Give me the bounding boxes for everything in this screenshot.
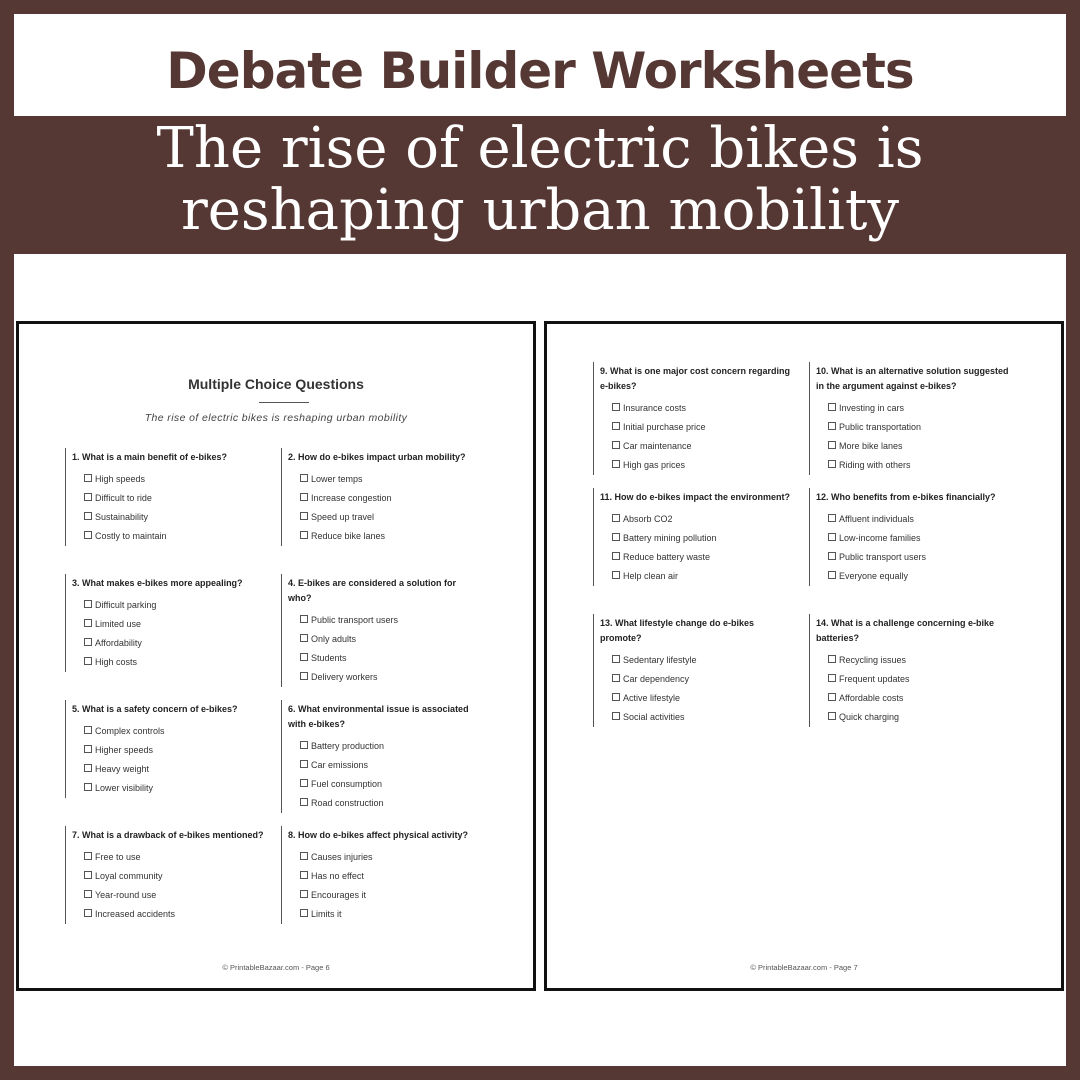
question-block	[65, 700, 265, 798]
option-label: Affluent individuals	[839, 514, 914, 524]
checkbox-icon[interactable]	[612, 655, 620, 663]
checkbox-icon[interactable]	[84, 871, 92, 879]
option-label: Investing in cars	[839, 403, 905, 413]
answer-option[interactable]	[72, 905, 265, 924]
checkbox-icon[interactable]	[84, 512, 92, 520]
page-subtitle: The rise of electric bikes is reshaping urban mobility	[144, 412, 408, 424]
option-list	[816, 651, 1009, 727]
page-footer: © PrintableBazaar.com - Page 7	[750, 963, 858, 972]
option-list	[600, 510, 793, 586]
answer-option[interactable]	[288, 756, 481, 775]
option-label: Sustainability	[95, 512, 149, 522]
answer-option[interactable]	[288, 737, 481, 756]
checkbox-icon[interactable]	[300, 512, 308, 520]
checkbox-icon[interactable]	[828, 533, 836, 541]
checkbox-icon[interactable]	[84, 852, 92, 860]
option-label: Public transport users	[839, 552, 927, 562]
question-text: 7. What is a drawback of e-bikes mentioned?	[72, 830, 264, 840]
option-list	[600, 399, 793, 475]
checkbox-icon[interactable]	[300, 493, 308, 501]
question-text: 10. What is an alternative solution suggested in the argument against e-bikes?	[816, 366, 1009, 391]
answer-option[interactable]	[288, 630, 481, 649]
question-text: 8. How do e-bikes affect physical activity?	[288, 830, 469, 840]
question-text: 2. How do e-bikes impact urban mobility?	[288, 452, 466, 462]
question-block	[809, 488, 1009, 586]
option-list	[72, 722, 265, 798]
answer-option[interactable]	[72, 760, 265, 779]
checkbox-icon[interactable]	[612, 552, 620, 560]
option-list	[288, 470, 481, 546]
answer-option[interactable]	[72, 634, 265, 653]
topic-title	[0, 118, 1080, 242]
question-block	[281, 448, 481, 546]
option-label: Difficult to ride	[95, 493, 152, 503]
question-text: 3. What makes e-bikes more appealing?	[72, 578, 243, 588]
answer-option[interactable]	[600, 708, 793, 727]
option-label: Lower temps	[311, 474, 363, 484]
page-footer: © PrintableBazaar.com - Page 6	[222, 963, 330, 972]
answer-option[interactable]	[600, 548, 793, 567]
checkbox-icon[interactable]	[300, 852, 308, 860]
question-text: 5. What is a safety concern of e-bikes?	[72, 704, 238, 714]
answer-option[interactable]	[288, 611, 481, 630]
answer-option[interactable]	[816, 708, 1009, 727]
option-label: Heavy weight	[95, 764, 150, 774]
option-label: Car maintenance	[623, 441, 692, 451]
answer-option[interactable]	[288, 668, 481, 687]
checkbox-icon[interactable]	[828, 655, 836, 663]
option-list	[72, 470, 265, 546]
option-list	[288, 737, 481, 813]
question-text: 4. E-bikes are considered a solution for who?	[288, 578, 457, 603]
checkbox-icon[interactable]	[84, 638, 92, 646]
answer-option[interactable]	[72, 508, 265, 527]
answer-option[interactable]	[288, 775, 481, 794]
option-label: Public transportation	[839, 422, 922, 432]
checkbox-icon[interactable]	[300, 653, 308, 661]
question-block	[281, 826, 481, 924]
option-label: More bike lanes	[839, 441, 903, 451]
checkbox-icon[interactable]	[828, 514, 836, 522]
option-label: Complex controls	[95, 726, 165, 736]
option-label: Insurance costs	[623, 403, 687, 413]
checkbox-icon[interactable]	[612, 422, 620, 430]
answer-option[interactable]	[72, 653, 265, 672]
option-label: Sedentary lifestyle	[623, 655, 697, 665]
option-label: Encourages it	[311, 890, 367, 900]
option-label: High gas prices	[623, 460, 686, 470]
answer-option[interactable]	[288, 867, 481, 886]
checkbox-icon[interactable]	[84, 783, 92, 791]
checkbox-icon[interactable]	[612, 514, 620, 522]
checkbox-icon[interactable]	[300, 779, 308, 787]
checkbox-icon[interactable]	[84, 909, 92, 917]
question-text: 14. What is a challenge concerning e-bike batteries?	[816, 618, 995, 643]
topic-title-line-1: The rise of electric bikes is	[156, 116, 924, 181]
option-label: Students	[311, 653, 347, 663]
page-heading: Multiple Choice Questions	[188, 376, 364, 392]
answer-option[interactable]	[288, 527, 481, 546]
answer-option[interactable]	[72, 615, 265, 634]
answer-option[interactable]	[816, 548, 1009, 567]
option-list	[72, 848, 265, 924]
worksheet-page-7	[544, 321, 1064, 991]
option-label: Frequent updates	[839, 674, 910, 684]
question-text: 13. What lifestyle change do e-bikes promote?	[600, 618, 755, 643]
checkbox-icon[interactable]	[612, 712, 620, 720]
question-text: 9. What is one major cost concern regarding e-bikes?	[600, 366, 791, 391]
checkbox-icon[interactable]	[828, 552, 836, 560]
option-label: Absorb CO2	[623, 514, 673, 524]
checkbox-icon[interactable]	[828, 403, 836, 411]
question-block	[281, 574, 481, 687]
answer-option[interactable]	[600, 689, 793, 708]
answer-option[interactable]	[600, 651, 793, 670]
question-block	[281, 700, 481, 813]
option-list	[600, 651, 793, 727]
answer-option[interactable]	[288, 905, 481, 924]
checkbox-icon[interactable]	[612, 674, 620, 682]
answer-option[interactable]	[72, 527, 265, 546]
option-label: Difficult parking	[95, 600, 157, 610]
option-label: Recycling issues	[839, 655, 907, 665]
question-text: 1. What is a main benefit of e-bikes?	[72, 452, 228, 462]
question-block	[809, 614, 1009, 727]
answer-option[interactable]	[72, 596, 265, 615]
checkbox-icon[interactable]	[828, 571, 836, 579]
option-label: Active lifestyle	[623, 693, 681, 703]
question-text: 11. How do e-bikes impact the environment?	[600, 492, 791, 502]
option-label: Car emissions	[311, 760, 369, 770]
option-label: Free to use	[95, 852, 141, 862]
option-list	[288, 848, 481, 924]
answer-option[interactable]	[72, 867, 265, 886]
checkbox-icon[interactable]	[300, 634, 308, 642]
answer-option[interactable]	[72, 722, 265, 741]
option-label: High speeds	[95, 474, 146, 484]
answer-option[interactable]	[600, 670, 793, 689]
option-label: Has no effect	[311, 871, 364, 881]
checkbox-icon[interactable]	[84, 493, 92, 501]
answer-option[interactable]	[816, 437, 1009, 456]
checkbox-icon[interactable]	[84, 890, 92, 898]
answer-option[interactable]	[600, 456, 793, 475]
answer-option[interactable]	[72, 886, 265, 905]
checkbox-icon[interactable]	[84, 600, 92, 608]
option-label: Road construction	[311, 798, 384, 808]
heading-divider	[259, 402, 309, 403]
answer-option[interactable]	[600, 567, 793, 586]
checkbox-icon[interactable]	[300, 531, 308, 539]
answer-option[interactable]	[816, 529, 1009, 548]
option-label: Public transport users	[311, 615, 399, 625]
answer-option[interactable]	[816, 456, 1009, 475]
brand-title: Debate Builder Worksheets	[166, 42, 914, 100]
option-label: Only adults	[311, 634, 357, 644]
checkbox-icon[interactable]	[828, 422, 836, 430]
checkbox-icon[interactable]	[300, 798, 308, 806]
option-label: Delivery workers	[311, 672, 378, 682]
answer-option[interactable]	[72, 741, 265, 760]
checkbox-icon[interactable]	[612, 571, 620, 579]
answer-option[interactable]	[600, 399, 793, 418]
option-list	[72, 596, 265, 672]
answer-option[interactable]	[816, 399, 1009, 418]
checkbox-icon[interactable]	[828, 674, 836, 682]
answer-option[interactable]	[816, 418, 1009, 437]
checkbox-icon[interactable]	[84, 619, 92, 627]
question-block	[593, 614, 793, 727]
option-label: Battery mining pollution	[623, 533, 717, 543]
checkbox-icon[interactable]	[300, 474, 308, 482]
option-label: Affordability	[95, 638, 142, 648]
question-block	[593, 488, 793, 586]
answer-option[interactable]	[600, 418, 793, 437]
checkbox-icon[interactable]	[300, 890, 308, 898]
checkbox-icon[interactable]	[828, 460, 836, 468]
option-label: Higher speeds	[95, 745, 154, 755]
option-label: Car dependency	[623, 674, 690, 684]
checkbox-icon[interactable]	[84, 745, 92, 753]
question-block	[65, 574, 265, 672]
answer-option[interactable]	[288, 649, 481, 668]
option-label: Causes injuries	[311, 852, 373, 862]
answer-option[interactable]	[816, 510, 1009, 529]
answer-option[interactable]	[72, 779, 265, 798]
answer-option[interactable]	[288, 886, 481, 905]
checkbox-icon[interactable]	[612, 693, 620, 701]
checkbox-icon[interactable]	[300, 760, 308, 768]
question-block	[809, 362, 1009, 475]
checkbox-icon[interactable]	[84, 474, 92, 482]
answer-option[interactable]	[288, 489, 481, 508]
option-label: Limited use	[95, 619, 142, 629]
checkbox-icon[interactable]	[612, 533, 620, 541]
option-label: Fuel consumption	[311, 779, 383, 789]
option-label: Affordable costs	[839, 693, 904, 703]
option-label: Quick charging	[839, 712, 900, 722]
answer-option[interactable]	[816, 689, 1009, 708]
answer-option[interactable]	[72, 489, 265, 508]
answer-option[interactable]	[288, 794, 481, 813]
checkbox-icon[interactable]	[84, 657, 92, 665]
option-label: Lower visibility	[95, 783, 154, 793]
checkbox-icon[interactable]	[300, 741, 308, 749]
option-label: Increase congestion	[311, 493, 392, 503]
option-label: Riding with others	[839, 460, 911, 470]
answer-option[interactable]	[600, 529, 793, 548]
answer-option[interactable]	[288, 848, 481, 867]
option-label: Year-round use	[95, 890, 157, 900]
option-label: Speed up travel	[311, 512, 375, 522]
option-label: Costly to maintain	[95, 531, 167, 541]
checkbox-icon[interactable]	[300, 909, 308, 917]
option-label: Everyone equally	[839, 571, 909, 581]
option-label: Reduce battery waste	[623, 552, 711, 562]
checkbox-icon[interactable]	[828, 441, 836, 449]
option-list	[816, 510, 1009, 586]
checkbox-icon[interactable]	[828, 693, 836, 701]
option-label: Reduce bike lanes	[311, 531, 386, 541]
answer-option[interactable]	[816, 567, 1009, 586]
checkbox-icon[interactable]	[612, 403, 620, 411]
answer-option[interactable]	[600, 510, 793, 529]
checkbox-icon[interactable]	[84, 764, 92, 772]
topic-title-line-2: reshaping urban mobility	[180, 178, 900, 243]
checkbox-icon[interactable]	[612, 460, 620, 468]
question-block	[65, 826, 265, 924]
checkbox-icon[interactable]	[84, 531, 92, 539]
option-label: Low-income families	[839, 533, 921, 543]
question-block	[65, 448, 265, 546]
option-label: Initial purchase price	[623, 422, 706, 432]
option-list	[288, 611, 481, 687]
question-text: 6. What environmental issue is associated with e-bikes?	[288, 704, 469, 729]
answer-option[interactable]	[288, 508, 481, 527]
answer-option[interactable]	[816, 670, 1009, 689]
option-label: Increased accidents	[95, 909, 176, 919]
checkbox-icon[interactable]	[828, 712, 836, 720]
checkbox-icon[interactable]	[300, 615, 308, 623]
worksheet-page-6	[16, 321, 536, 991]
checkbox-icon[interactable]	[84, 726, 92, 734]
option-label: High costs	[95, 657, 138, 667]
option-label: Battery production	[311, 741, 385, 751]
question-text: 12. Who benefits from e-bikes financially?	[816, 492, 996, 502]
checkbox-icon[interactable]	[612, 441, 620, 449]
answer-option[interactable]	[72, 470, 265, 489]
question-block	[593, 362, 793, 475]
checkbox-icon[interactable]	[300, 672, 308, 680]
option-label: Social activities	[623, 712, 685, 722]
option-label: Help clean air	[623, 571, 679, 581]
checkbox-icon[interactable]	[300, 871, 308, 879]
answer-option[interactable]	[72, 848, 265, 867]
answer-option[interactable]	[288, 470, 481, 489]
option-label: Limits it	[311, 909, 342, 919]
answer-option[interactable]	[600, 437, 793, 456]
answer-option[interactable]	[816, 651, 1009, 670]
option-label: Loyal community	[95, 871, 163, 881]
option-list	[816, 399, 1009, 475]
